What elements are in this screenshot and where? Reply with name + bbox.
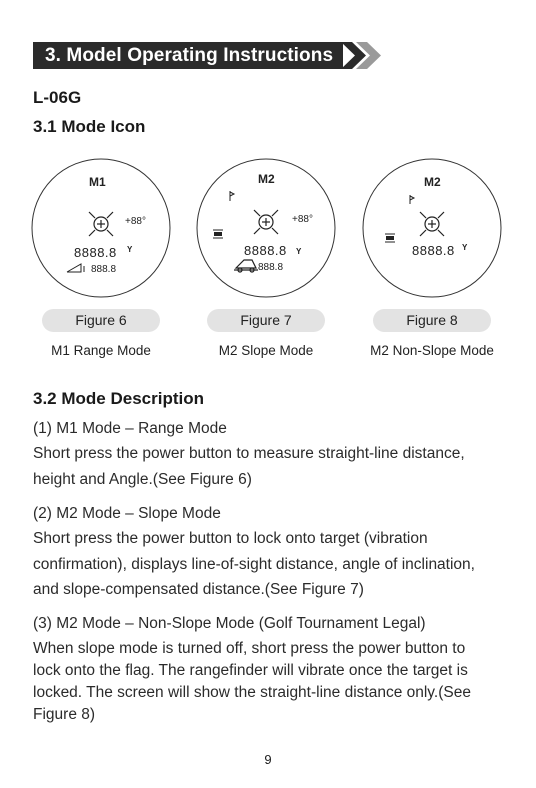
- main-distance: 8888.8: [74, 245, 117, 260]
- unit-label: Y: [127, 245, 133, 254]
- lens-display-m2-slope: [196, 158, 336, 298]
- description-line: confirmation), displays line-of-sight distance, angle of inclination,: [33, 556, 475, 573]
- model-name: L-06G: [33, 88, 82, 107]
- main-distance: 8888.8: [244, 243, 287, 258]
- figure-label-pill: Figure 7: [207, 309, 325, 332]
- description-title: (1) M1 Mode – Range Mode: [33, 420, 227, 437]
- figure-caption: M2 Non-Slope Mode: [370, 343, 494, 358]
- sub-distance: 888.8: [91, 264, 117, 275]
- description-line: Figure 8): [33, 706, 96, 723]
- mode-indicator: M1: [89, 175, 106, 189]
- sub-distance: 888.8: [258, 262, 284, 273]
- description-line: When slope mode is turned off, short press the power button to: [33, 640, 466, 657]
- description-line: and slope-compensated distance.(See Figure 7): [33, 581, 364, 598]
- figure-label-pill: Figure 6: [42, 309, 160, 332]
- angle-readout: +88°: [292, 214, 313, 225]
- figure-label-pill: Figure 8: [373, 309, 491, 332]
- double-chevron-icon: [341, 42, 391, 69]
- description-title: (2) M2 Mode – Slope Mode: [33, 505, 221, 522]
- description-line: Short press the power button to lock onto target (vibration: [33, 530, 428, 547]
- description-line: Short press the power button to measure straight-line distance,: [33, 445, 465, 462]
- page-number: 9: [264, 752, 272, 767]
- main-distance: 8888.8: [412, 243, 455, 258]
- description-line: lock onto the flag. The rangefinder will vibrate once the target is: [33, 662, 468, 679]
- section-banner: 3. Model Operating Instructions: [33, 42, 343, 69]
- lens-display-m2-non-slope: [362, 158, 502, 298]
- description-line: locked. The screen will show the straight-line distance only.(See: [33, 684, 471, 701]
- unit-label: Y: [296, 247, 302, 256]
- mode-description-heading: 3.2 Mode Description: [33, 389, 204, 408]
- mode-indicator: M2: [424, 175, 441, 189]
- angle-readout: +88°: [125, 216, 146, 227]
- description-title: (3) M2 Mode – Non-Slope Mode (Golf Tournament Legal): [33, 615, 426, 632]
- figure-caption: M1 Range Mode: [51, 343, 151, 358]
- mode-icon-heading: 3.1 Mode Icon: [33, 117, 146, 136]
- description-line: height and Angle.(See Figure 6): [33, 471, 252, 488]
- lens-display-m1-range: [31, 158, 171, 298]
- mode-indicator: M2: [258, 172, 275, 186]
- unit-label: Y: [462, 243, 468, 252]
- figure-caption: M2 Slope Mode: [218, 343, 314, 358]
